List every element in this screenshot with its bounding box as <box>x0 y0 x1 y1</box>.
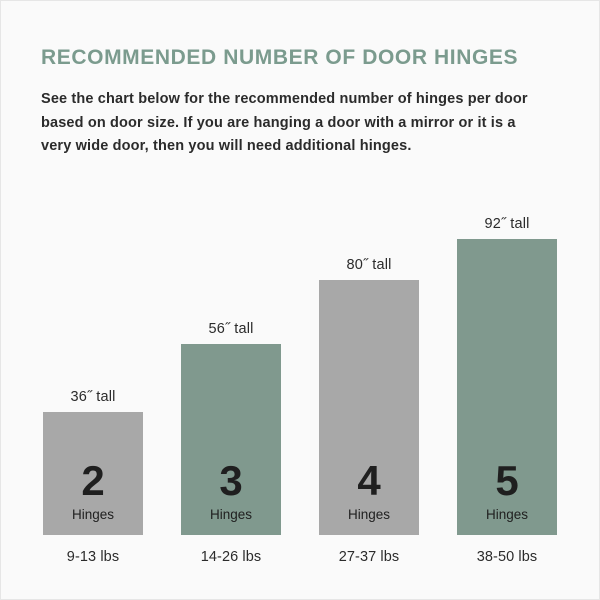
bar-value-count: 3 <box>219 456 243 504</box>
chart-header <box>41 45 563 159</box>
bar-height-label: 80˝ tall <box>346 257 392 273</box>
x-axis-tick-2: 14-26 lbs <box>200 549 262 565</box>
bar-chart-plot-area <box>43 191 557 535</box>
chart-description: See the chart below for the recommended number of hinges per door based on door size. If you are hanging a door with a mirror or it is a very wide door, then you will need additional hinges. <box>41 91 528 155</box>
bar-height-label: 92˝ tall <box>484 216 530 232</box>
bar-group-3 <box>319 257 419 535</box>
bar-height-label: 36˝ tall <box>70 389 116 405</box>
bar-4 <box>457 239 557 535</box>
bar-value-count: 2 <box>81 456 105 504</box>
bar-3 <box>319 280 419 535</box>
x-axis-tick-1: 9-13 lbs <box>66 549 120 565</box>
bar-height-label: 56˝ tall <box>208 321 254 337</box>
bar-value-unit: Hinges <box>71 506 115 522</box>
x-axis-tick-3: 27-37 lbs <box>338 549 400 565</box>
x-axis-labels <box>43 535 557 599</box>
bar-value-count: 5 <box>495 456 519 504</box>
bar-1 <box>43 412 143 535</box>
bar-group-1 <box>43 389 143 535</box>
bar-2 <box>181 344 281 535</box>
bar-group-2 <box>181 321 281 535</box>
bar-group-4 <box>457 216 557 535</box>
bar-value-unit: Hinges <box>347 506 391 522</box>
bar-value-unit: Hinges <box>485 506 529 522</box>
page-title: RECOMMENDED NUMBER OF DOOR HINGES <box>41 46 519 69</box>
x-axis-tick-4: 38-50 lbs <box>476 549 538 565</box>
bar-value-unit: Hinges <box>209 506 253 522</box>
bar-value-count: 4 <box>357 456 381 504</box>
